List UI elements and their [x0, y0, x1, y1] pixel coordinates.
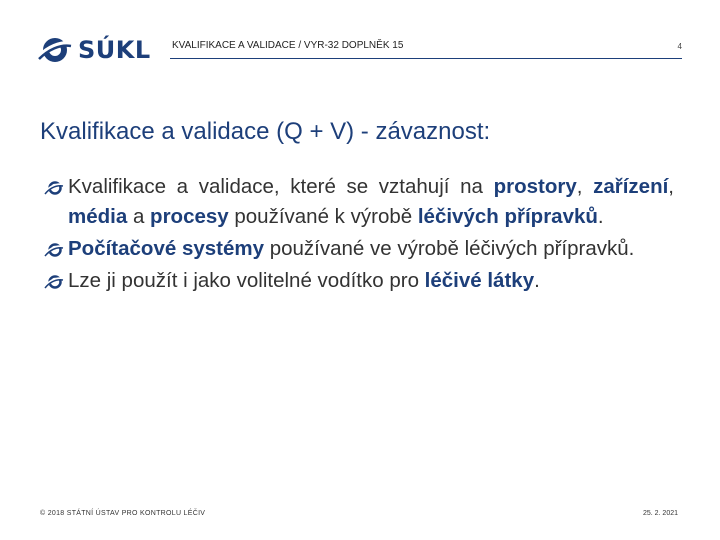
bullet-text: používané ve výrobě léčivých přípravků.	[264, 237, 635, 260]
bullet-text: Lze ji použít i jako volitelné vodítko pro	[68, 269, 425, 292]
bullet-item	[44, 172, 674, 232]
bullet-emphasis: léčivých přípravků	[417, 205, 598, 228]
slide-title: Kvalifikace a validace (Q + V) - závaznost:	[40, 118, 491, 145]
bullet-emphasis: Počítačové systémy	[68, 237, 265, 260]
page-number: 4	[677, 42, 682, 51]
footer-copyright: © 2018 STÁTNÍ ÚSTAV PRO KONTROLU LÉČIV	[40, 510, 206, 517]
bullet-text: ,	[576, 175, 594, 198]
bullet-emphasis: média	[68, 205, 128, 228]
bullet-list	[44, 172, 674, 298]
bullet-emphasis: prostory	[493, 175, 577, 198]
bullet-item	[44, 266, 674, 296]
swoosh-bullet-icon	[44, 241, 64, 259]
bullet-text: .	[597, 205, 604, 228]
header-title: KVALIFIKACE A VALIDACE / VYR-32 DOPLNĚK 15	[172, 40, 404, 51]
sukl-logo-icon	[38, 34, 72, 66]
bullet-item	[44, 234, 674, 264]
header-divider	[170, 58, 682, 59]
bullet-text: používané k výrobě	[228, 205, 418, 228]
bullet-text: Kvalifikace a validace, které se vztahují na	[68, 175, 494, 198]
bullet-emphasis: procesy	[150, 205, 229, 228]
bullet-text: .	[534, 269, 540, 292]
swoosh-bullet-icon	[44, 273, 64, 291]
sukl-logo	[38, 34, 151, 66]
footer-date: 25. 2. 2021	[642, 510, 678, 517]
swoosh-bullet-icon	[44, 179, 64, 197]
logo-text: SÚKL	[78, 36, 151, 64]
bullet-emphasis: zařízení	[593, 175, 669, 198]
bullet-text: a	[127, 205, 151, 228]
bullet-emphasis: léčivé látky	[424, 269, 535, 292]
bullet-text: ,	[668, 175, 674, 198]
